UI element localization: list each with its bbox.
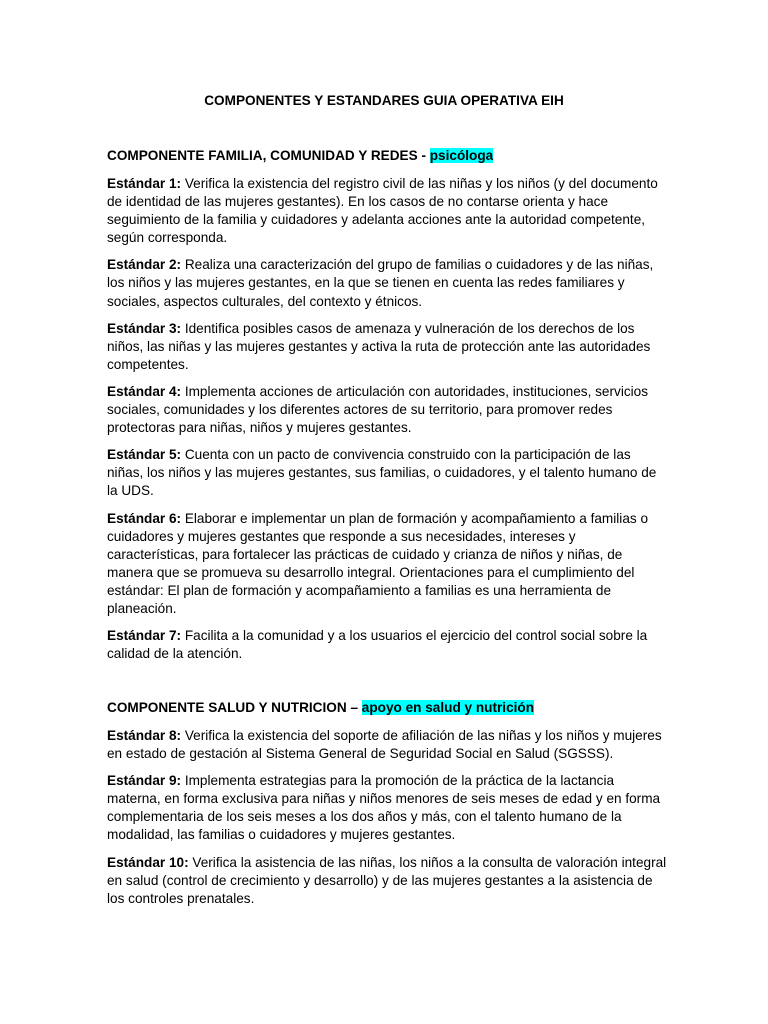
standard-item (107, 727, 667, 763)
standard-text: Realiza una caracterización del grupo de familias o cuidadores y de las niñas, los niños y las mujeres gestantes, en la que se tienen en cuenta las redes familiares y sociales, aspectos culturales, del contexto y étnicos. (107, 257, 654, 309)
standard-text: Cuenta con un pacto de convivencia construido con la participación de las niñas, los niños y las mujeres gestantes, sus familias, o cuidadores, y el talento humano de la UDS. (107, 447, 657, 499)
standard-item (107, 320, 667, 374)
standard-text: Verifica la existencia del soporte de afiliación de las niñas y los niños y mujeres en estado de gestación al Sistema General de Seguridad Social en Salud (SGSSS). (107, 728, 662, 762)
standard-item (107, 175, 667, 247)
standard-item (107, 383, 667, 437)
standard-label: Estándar 3: (107, 320, 182, 336)
standard-text: Implementa estrategias para la promoción de la práctica de la lactancia materna, en forma exclusiva para niñas y niños menores de seis meses de edad y en forma complementaria de los seis meses a los dos años y más, con el talento humano de la modalidad, las familias o cuidadores y mujeres gestantes. (107, 773, 661, 843)
standard-label: Estándar 2: (107, 257, 182, 273)
section-heading (107, 147, 667, 165)
section-role-highlight: psicóloga (429, 148, 494, 163)
standard-label: Estándar 8: (107, 728, 182, 743)
standard-text: Identifica posibles casos de amenaza y vulneración de los derechos de los niños, las niñas y las mujeres gestantes y activa la ruta de protección ante las autoridades competentes. (107, 320, 651, 372)
document-title: COMPONENTES Y ESTANDARES GUIA OPERATIVA EIH (204, 93, 564, 108)
standard-label: Estándar 5: (107, 447, 182, 463)
standard-text: Verifica la asistencia de las niñas, los niños a la consulta de valoración integral en salud (control de crecimiento y desarrollo) y de las mujeres gestantes a la asistencia de los controles prenatales. (107, 854, 667, 906)
standard-item (107, 627, 667, 663)
section-heading (107, 699, 667, 717)
section-heading-text: COMPONENTE SALUD Y NUTRICION – (107, 700, 362, 715)
section-role-highlight: apoyo en salud y nutrición (361, 700, 535, 715)
section-heading-text: COMPONENTE FAMILIA, COMUNIDAD Y REDES - (107, 148, 430, 163)
standard-item (107, 854, 667, 908)
section-salud-nutricion (107, 699, 667, 917)
standard-text: Facilita a la comunidad y a los usuarios el ejercicio del control social sobre la calidad de la atención. (107, 628, 648, 662)
standard-item (107, 256, 667, 310)
standard-text: Verifica la existencia del registro civil de las niñas y los niños (y del documento de identidad de las mujeres gestantes). En los casos de no contarse orienta y hace seguimiento de la familia y cuidadores y adelanta acciones ante la autoridad competente, según corresponda. (107, 176, 658, 246)
standard-label: Estándar 9: (107, 773, 182, 789)
section-familia-comunidad-redes (107, 147, 667, 672)
standard-label: Estándar 7: (107, 628, 182, 644)
standard-label: Estándar 1: (107, 176, 182, 191)
standard-item (107, 772, 667, 844)
standard-label: Estándar 10: (107, 854, 189, 870)
standard-label: Estándar 4: (107, 383, 182, 399)
standard-text: Implementa acciones de articulación con autoridades, instituciones, servicios sociales, comunidades y los diferentes actores de su territorio, para promover redes protectoras para niñas, niños y mujeres gestantes. (107, 383, 649, 436)
standard-item (107, 446, 667, 500)
standard-item (107, 510, 667, 619)
standard-label: Estándar 6: (107, 510, 182, 526)
standard-text: Elaborar e implementar un plan de formación y acompañamiento a familias o cuidadores y mujeres gestantes que responde a sus necesidades, intereses y características, para fortalecer las prácticas de cuidado y crianza de niños y niñas, de manera que se promueva su desarrollo integral. Orientaciones para el cumplimiento del estándar: El plan de formación y acompañamiento a familias es una herramienta de planeación. (107, 510, 649, 616)
